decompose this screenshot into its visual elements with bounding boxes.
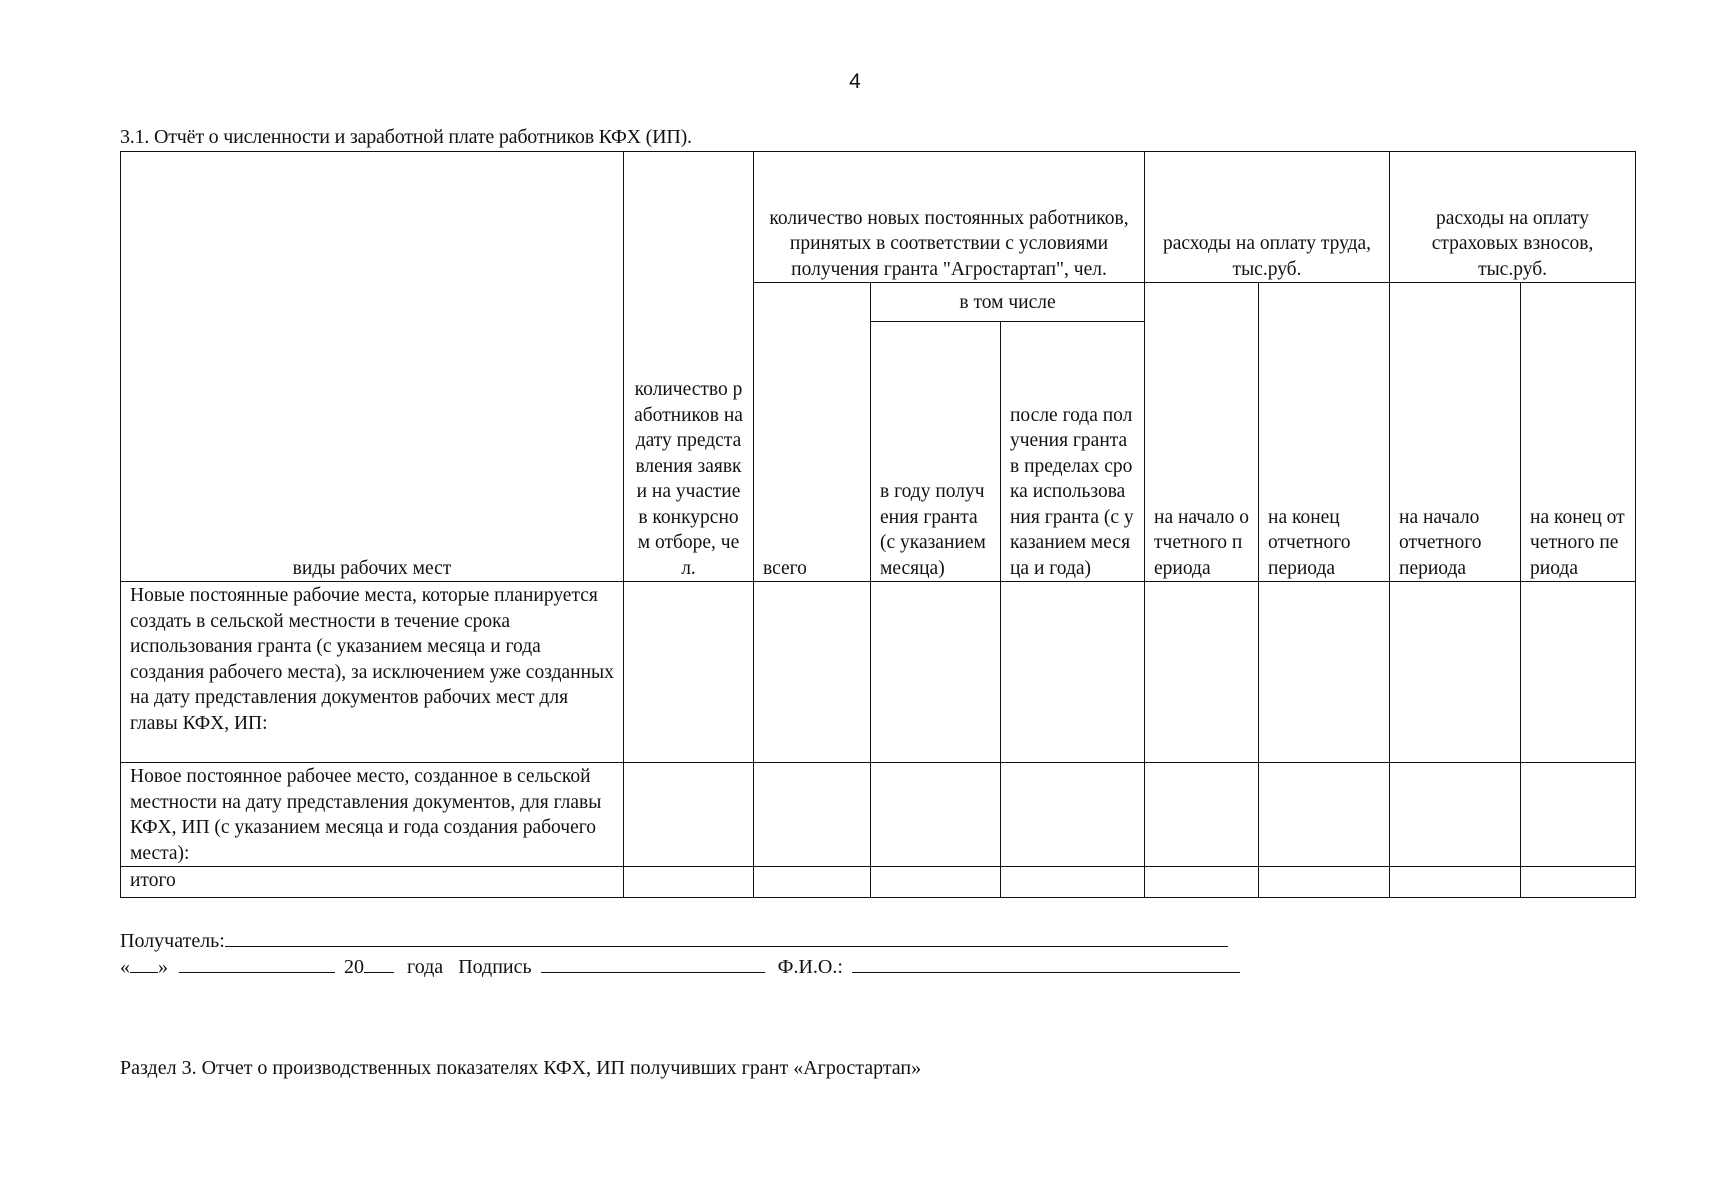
recipient-field[interactable] (225, 928, 1228, 947)
header-labor-end: на конец отчетного периода (1259, 283, 1390, 582)
header-total: всего (754, 283, 871, 582)
header-insurance-costs: расходы на оплату страховых взносов, тыс.руб. (1390, 152, 1636, 283)
header-insurance-end: на конец отчетного периода (1521, 283, 1636, 582)
section-title: 3.1. Отчёт о численности и заработной плате работников КФХ (ИП). (120, 126, 692, 148)
table-cell[interactable] (871, 582, 1001, 763)
table-cell[interactable] (871, 867, 1001, 898)
fio-label: Ф.И.О.: (777, 956, 843, 978)
table-cell[interactable] (1145, 867, 1259, 898)
header-employee-count: количество работников на дату представления заявки на участие в конкурсном отборе, чел. (624, 152, 754, 582)
table-cell[interactable] (754, 763, 871, 867)
table-cell[interactable] (1001, 582, 1145, 763)
table-row (121, 763, 1636, 867)
header-after-grant-year: после года получения гранта в пределах срока использования гранта (с указанием месяца и года) (1001, 322, 1145, 582)
table-cell[interactable] (1521, 582, 1636, 763)
date-signature-line (120, 954, 1240, 979)
month-field[interactable] (179, 954, 335, 973)
header-labor-costs: расходы на оплату труда, тыс.руб. (1145, 152, 1390, 283)
header-grant-year: в году получения гранта (с указанием месяца) (871, 322, 1001, 582)
date-close-quote: » (158, 956, 168, 978)
sign-label: Подпись (458, 956, 532, 978)
row-label: Новые постоянные рабочие места, которые планируется создать в сельской местности в течение срока использования гранта (с указанием месяца и года создания рабочего места), за исключением уже созданных на дату представления документов рабочих мест для главы КФХ, ИП: (121, 582, 624, 763)
recipient-line (120, 928, 1228, 953)
report-table (120, 151, 1636, 898)
table-cell[interactable] (1259, 763, 1390, 867)
table-cell[interactable] (624, 582, 754, 763)
header-workplace-types: виды рабочих мест (121, 152, 624, 582)
table-cell[interactable] (624, 763, 754, 867)
table-cell[interactable] (1390, 763, 1521, 867)
table-cell[interactable] (1259, 582, 1390, 763)
table-cell[interactable] (1145, 582, 1259, 763)
row-label: Новое постоянное рабочее место, созданное в сельской местности на дату представления документов, для главы КФХ, ИП (с указанием месяца и года создания рабочего места): (121, 763, 624, 867)
table-cell[interactable] (754, 867, 871, 898)
header-new-employees: количество новых постоянных работников, принятых в соответствии с условиями получения гранта "Агростартап", чел. (754, 152, 1145, 283)
table-cell[interactable] (1521, 867, 1636, 898)
header-insurance-start: на начало отчетного периода (1390, 283, 1521, 582)
table-row (121, 582, 1636, 763)
fio-field[interactable] (852, 954, 1240, 973)
bottom-section-title: Раздел 3. Отчет о производственных показателях КФХ, ИП получивших грант «Агростартап» (120, 1057, 922, 1079)
date-open-quote: « (120, 956, 130, 978)
table-cell[interactable] (1145, 763, 1259, 867)
table-cell[interactable] (1390, 582, 1521, 763)
signature-field[interactable] (541, 954, 765, 973)
header-labor-start: на начало отчетного периода (1145, 283, 1259, 582)
table-cell[interactable] (754, 582, 871, 763)
table-cell[interactable] (871, 763, 1001, 867)
recipient-label: Получатель: (120, 930, 225, 952)
year-label: года (407, 956, 444, 978)
table-cell[interactable] (1001, 867, 1145, 898)
table-cell[interactable] (1259, 867, 1390, 898)
year-prefix: 20 (344, 956, 364, 978)
table-cell[interactable] (1001, 763, 1145, 867)
day-field[interactable] (130, 954, 158, 973)
page-number: 4 (849, 70, 861, 93)
year-field[interactable] (364, 954, 394, 973)
table-cell[interactable] (1521, 763, 1636, 867)
row-label: итого (121, 867, 624, 898)
table-cell[interactable] (1390, 867, 1521, 898)
table-cell[interactable] (624, 867, 754, 898)
table-row (121, 867, 1636, 898)
header-including: в том числе (871, 283, 1145, 322)
